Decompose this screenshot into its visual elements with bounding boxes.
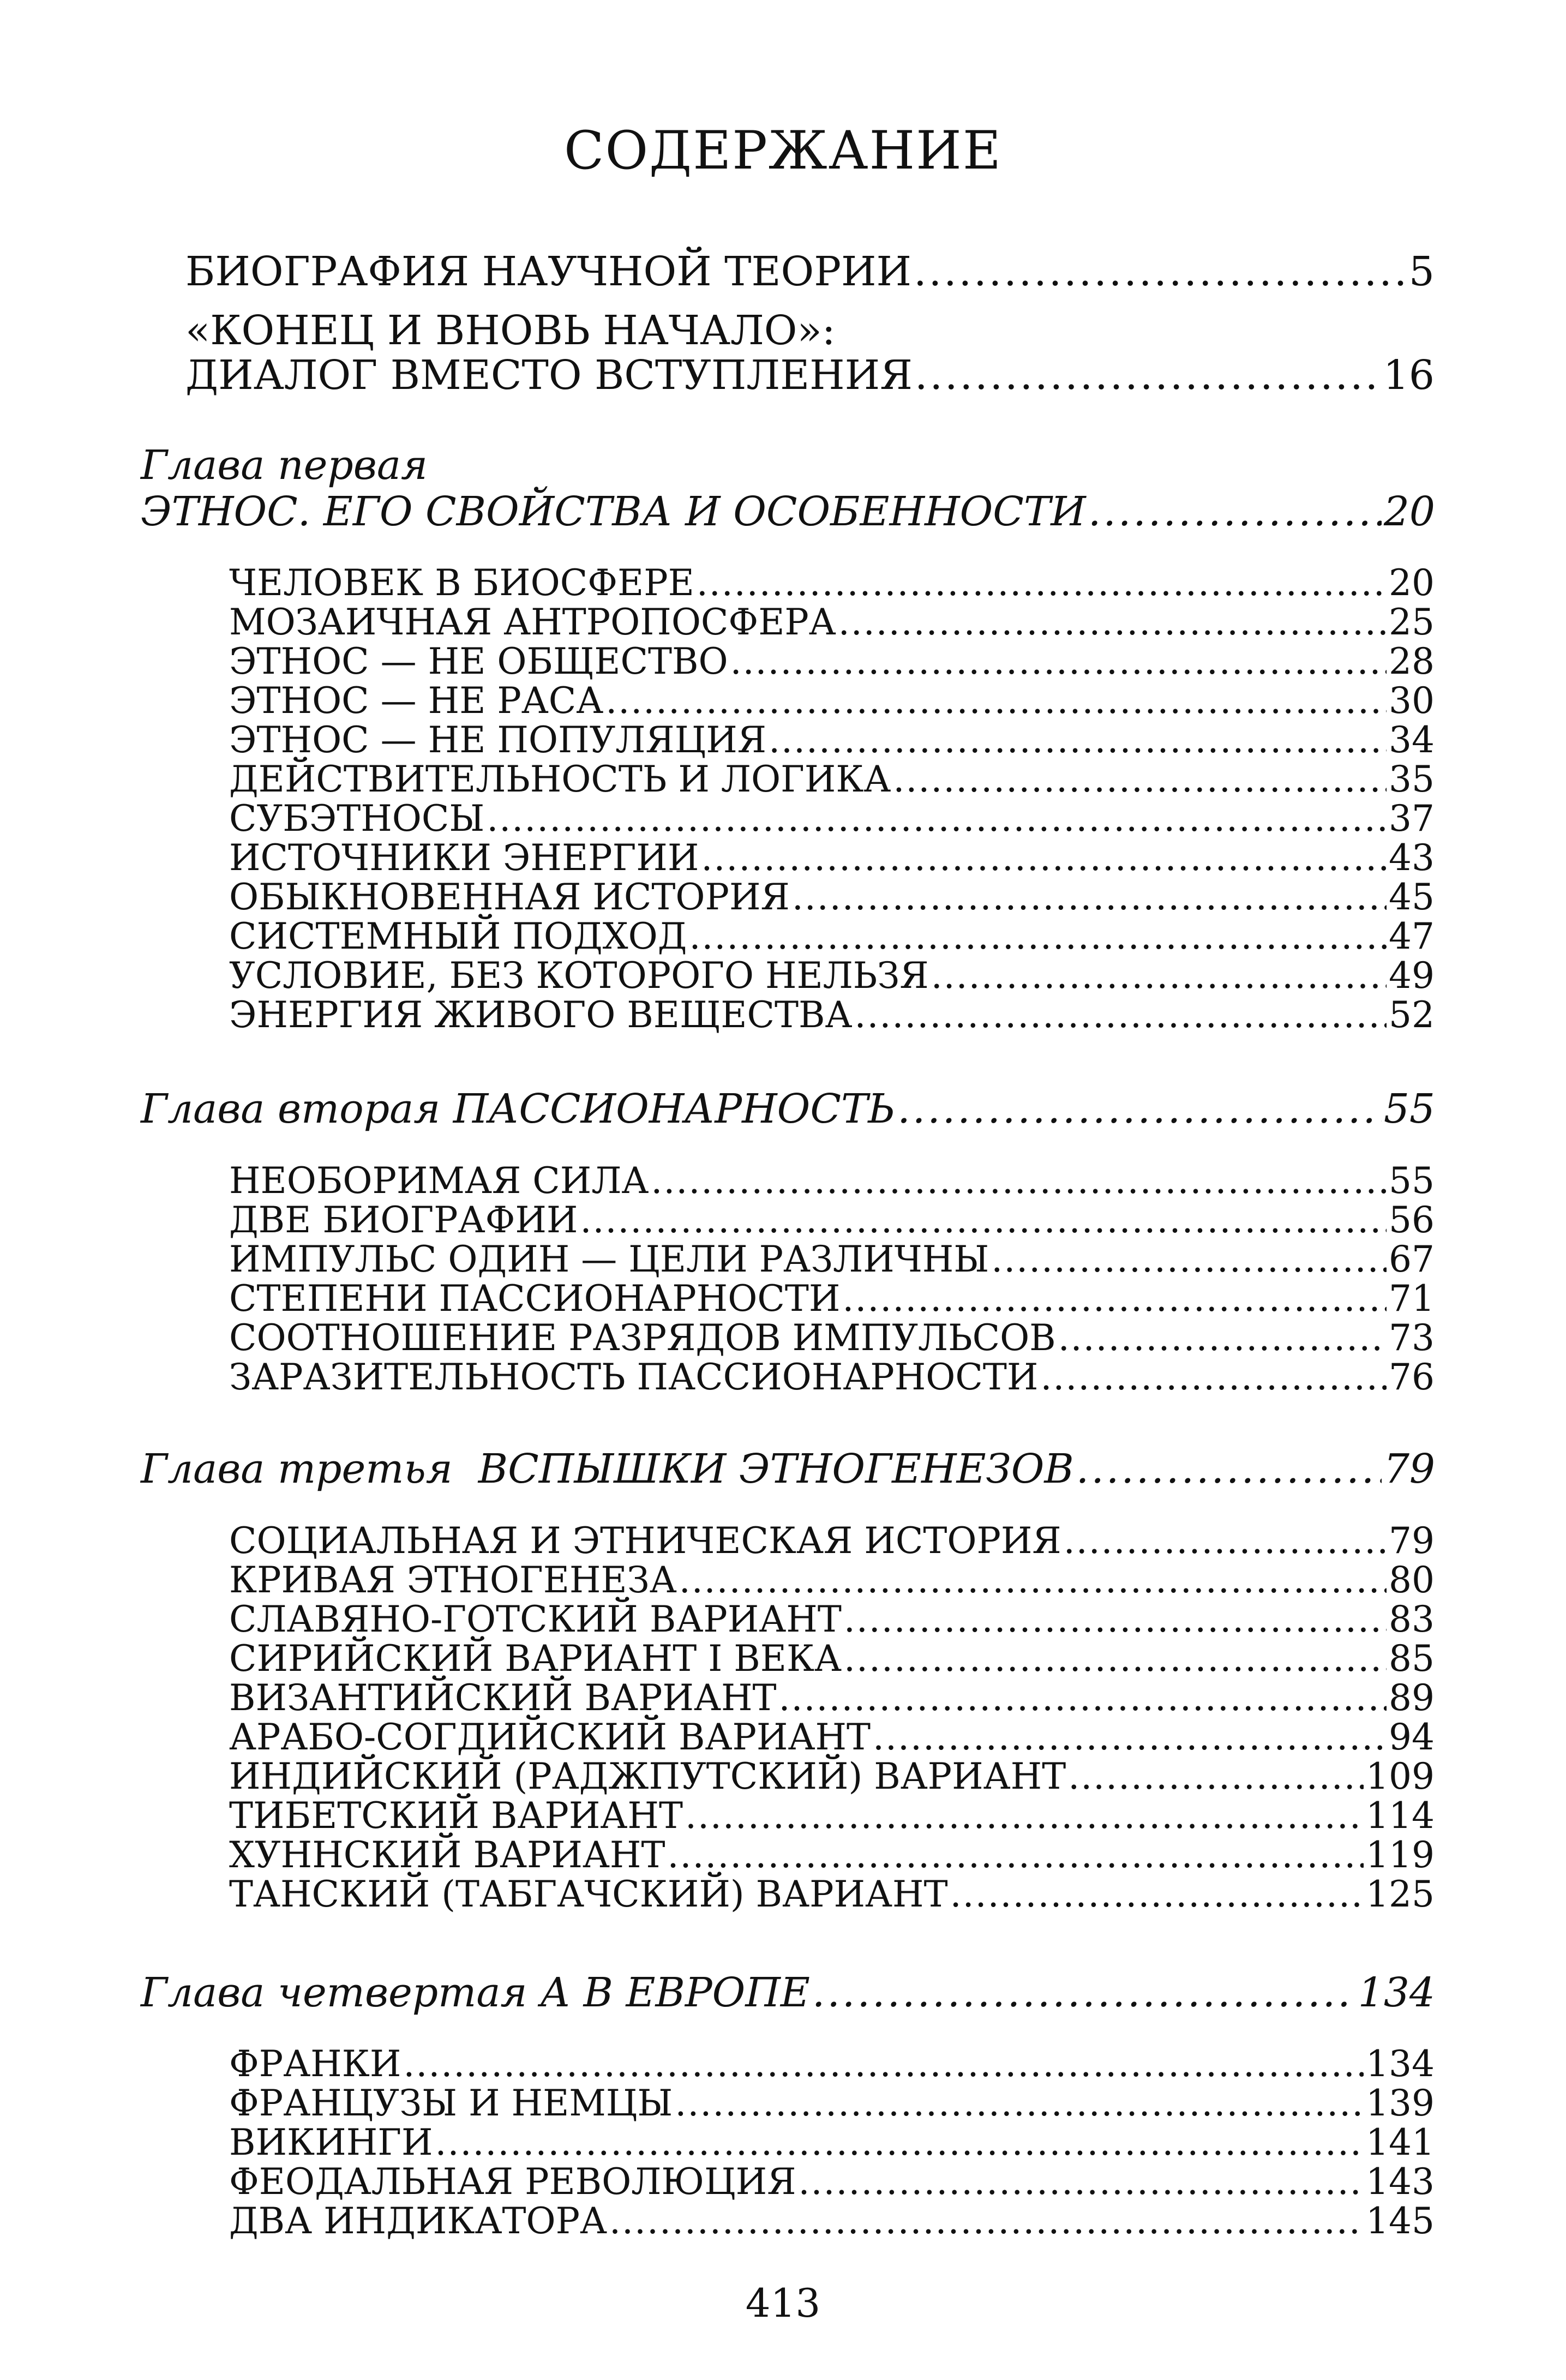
chapter-3-entry[interactable] <box>141 1446 1435 1492</box>
section-title: СИРИЙСКИЙ ВАРИАНТ I ВЕКА <box>229 1638 842 1680</box>
section-page: 37 <box>1389 798 1435 840</box>
section-page: 56 <box>1389 1199 1435 1241</box>
section-title: ЧЕЛОВЕК В БИОСФЕРЕ <box>229 562 694 604</box>
dot-leader <box>487 798 1387 840</box>
section-title: ЭТНОС — НЕ ПОПУЛЯЦИЯ <box>229 719 767 761</box>
section-title: УСЛОВИЕ, БЕЗ КОТОРОГО НЕЛЬЗЯ <box>229 955 929 997</box>
dot-leader <box>799 2161 1364 2203</box>
dot-leader <box>950 1873 1364 1915</box>
section-entry[interactable] <box>229 1559 1435 1601</box>
chapter-page: 79 <box>1383 1446 1435 1492</box>
section-entry[interactable] <box>229 640 1435 682</box>
section-page: 109 <box>1366 1755 1435 1797</box>
section-title: СТЕПЕНИ ПАССИОНАРНОСТИ <box>229 1278 841 1320</box>
section-entry[interactable] <box>229 1317 1435 1359</box>
section-page: 20 <box>1389 562 1435 604</box>
dot-leader <box>792 876 1387 918</box>
toc-entry-dialogue[interactable] <box>185 352 1435 399</box>
dot-leader <box>675 2082 1364 2124</box>
section-entry[interactable] <box>229 1238 1435 1280</box>
section-page: 85 <box>1389 1638 1435 1680</box>
section-page: 47 <box>1389 915 1435 957</box>
section-entry[interactable] <box>229 719 1435 761</box>
dot-leader <box>779 1677 1387 1719</box>
section-title: СОЦИАЛЬНАЯ И ЭТНИЧЕСКАЯ ИСТОРИЯ <box>229 1520 1061 1562</box>
chapter-page: 134 <box>1358 1969 1435 2016</box>
dot-leader <box>1088 488 1382 535</box>
section-title: ИСТОЧНИКИ ЭНЕРГИИ <box>229 837 699 879</box>
section-title: ЭНЕРГИЯ ЖИВОГО ВЕЩЕСТВА <box>229 994 853 1036</box>
section-page: 76 <box>1389 1356 1435 1398</box>
section-page: 52 <box>1389 994 1435 1036</box>
dot-leader <box>1068 1755 1364 1797</box>
chapter-1-caption: Глава первая <box>141 442 428 489</box>
section-page: 71 <box>1389 1278 1435 1320</box>
section-page: 114 <box>1366 1795 1435 1837</box>
dot-leader <box>991 1238 1387 1280</box>
section-entry[interactable] <box>229 2082 1435 2124</box>
section-entry[interactable] <box>229 2161 1435 2203</box>
dot-leader <box>609 2200 1364 2242</box>
section-page: 145 <box>1366 2200 1435 2242</box>
chapter-title: ВСПЫШКИ ЭТНОГЕНЕЗОВ <box>478 1446 1074 1492</box>
dot-leader <box>435 2121 1364 2163</box>
chapter-page: 55 <box>1383 1086 1435 1132</box>
section-entry[interactable] <box>229 1755 1435 1797</box>
section-title: ОБЫКНОВЕННАЯ ИСТОРИЯ <box>229 876 790 918</box>
dot-leader <box>769 719 1387 761</box>
section-title: ДВЕ БИОГРАФИИ <box>229 1199 578 1241</box>
dot-leader <box>1076 1446 1382 1492</box>
section-entry[interactable] <box>229 994 1435 1036</box>
section-entry[interactable] <box>229 955 1435 997</box>
chapter-page: 20 <box>1383 488 1435 535</box>
dot-leader <box>873 1716 1387 1758</box>
dot-leader <box>1040 1356 1387 1398</box>
chapter-2-entry[interactable] <box>141 1086 1435 1132</box>
section-title: ЭТНОС — НЕ ОБЩЕСТВО <box>229 640 728 682</box>
section-entry[interactable] <box>229 1795 1435 1837</box>
dot-leader <box>812 1969 1356 2016</box>
section-title: ВИЗАНТИЙСКИЙ ВАРИАНТ <box>229 1677 777 1719</box>
section-page: 73 <box>1389 1317 1435 1359</box>
dot-leader <box>914 248 1407 295</box>
section-page: 139 <box>1366 2082 1435 2124</box>
section-page: 143 <box>1366 2161 1435 2203</box>
dot-leader <box>854 994 1387 1036</box>
chapter-1-entry[interactable] <box>141 488 1435 535</box>
section-page: 34 <box>1389 719 1435 761</box>
section-page: 89 <box>1389 1677 1435 1719</box>
section-page: 45 <box>1389 876 1435 918</box>
dot-leader <box>580 1199 1387 1241</box>
dot-leader <box>844 1638 1387 1680</box>
section-page: 141 <box>1366 2121 1435 2163</box>
section-title: ЗАРАЗИТЕЛЬНОСТЬ ПАССИОНАРНОСТИ <box>229 1356 1039 1398</box>
section-entry[interactable] <box>229 680 1435 722</box>
dot-leader <box>685 1795 1364 1837</box>
section-entry[interactable] <box>229 1160 1435 1202</box>
section-page: 35 <box>1389 758 1435 800</box>
section-entry[interactable] <box>229 1716 1435 1758</box>
section-entry[interactable] <box>229 1873 1435 1915</box>
dot-leader <box>701 837 1387 879</box>
section-page: 134 <box>1366 2043 1435 2085</box>
section-entry[interactable] <box>229 1598 1435 1640</box>
chapter-title: А В ЕВРОПЕ <box>540 1969 810 2016</box>
dot-leader <box>893 758 1387 800</box>
section-page: 25 <box>1389 601 1435 643</box>
section-title: ДВА ИНДИКАТОРА <box>229 2200 608 2242</box>
section-page: 67 <box>1389 1238 1435 1280</box>
dot-leader <box>842 1278 1387 1320</box>
dot-leader <box>838 601 1387 643</box>
section-title: МОЗАИЧНАЯ АНТРОПОСФЕРА <box>229 601 836 643</box>
section-entry[interactable] <box>229 2043 1435 2085</box>
dot-leader <box>931 955 1387 997</box>
section-title: ФРАНКИ <box>229 2043 401 2085</box>
section-title: АРАБО-СОГДИЙСКИЙ ВАРИАНТ <box>229 1716 871 1758</box>
page-number: 413 <box>745 2280 821 2326</box>
chapter-caption: Глава четвертая <box>141 1969 527 2016</box>
dot-leader <box>1064 1520 1387 1562</box>
dot-leader <box>403 2043 1364 2085</box>
chapter-4-entry[interactable] <box>141 1969 1435 2016</box>
section-page: 83 <box>1389 1598 1435 1640</box>
section-entry[interactable] <box>229 1677 1435 1719</box>
entry-title: БИОГРАФИЯ НАУЧНОЙ ТЕОРИИ <box>185 248 912 295</box>
section-title: НЕОБОРИМАЯ СИЛА <box>229 1160 649 1202</box>
entry-page: 5 <box>1408 248 1435 295</box>
dot-leader <box>844 1598 1387 1640</box>
section-page: 125 <box>1366 1873 1435 1915</box>
section-title: СУБЭТНОСЫ <box>229 798 485 840</box>
section-title: СООТНОШЕНИЕ РАЗРЯДОВ ИМПУЛЬСОВ <box>229 1317 1056 1359</box>
toc-entry-biography[interactable] <box>185 248 1435 295</box>
section-page: 55 <box>1389 1160 1435 1202</box>
section-title: ФЕОДАЛЬНАЯ РЕВОЛЮЦИЯ <box>229 2161 796 2203</box>
section-title: ХУННСКИЙ ВАРИАНТ <box>229 1834 665 1876</box>
section-page: 49 <box>1389 955 1435 997</box>
section-title: ТИБЕТСКИЙ ВАРИАНТ <box>229 1795 683 1837</box>
section-title: СИСТЕМНЫЙ ПОДХОД <box>229 915 687 957</box>
dot-leader <box>1058 1317 1387 1359</box>
section-page: 79 <box>1389 1520 1435 1562</box>
section-entry[interactable] <box>229 1638 1435 1680</box>
section-entry[interactable] <box>229 1199 1435 1241</box>
entry-page: 16 <box>1383 352 1435 399</box>
section-entry[interactable] <box>229 601 1435 643</box>
section-entry[interactable] <box>229 876 1435 918</box>
section-title: ДЕЙСТВИТЕЛЬНОСТЬ И ЛОГИКА <box>229 758 891 800</box>
section-entry[interactable] <box>229 758 1435 800</box>
section-entry[interactable] <box>229 1356 1435 1398</box>
section-entry[interactable] <box>229 915 1435 957</box>
chapter-title: ЭТНОС. ЕГО СВОЙСТВА И ОСОБЕННОСТИ <box>141 488 1086 535</box>
section-title: ФРАНЦУЗЫ И НЕМЦЫ <box>229 2082 673 2124</box>
chapter-caption: Глава вторая <box>141 1086 441 1132</box>
section-page: 94 <box>1389 1716 1435 1758</box>
page-title: СОДЕРЖАНИЕ <box>564 120 1002 181</box>
section-page: 28 <box>1389 640 1435 682</box>
section-page: 43 <box>1389 837 1435 879</box>
dot-leader <box>897 1086 1382 1132</box>
entry-title: ДИАЛОГ ВМЕСТО ВСТУПЛЕНИЯ <box>185 352 913 399</box>
dot-leader <box>679 1559 1387 1601</box>
section-title: ТАНСКИЙ (ТАБГАЧСКИЙ) ВАРИАНТ <box>229 1873 948 1915</box>
dot-leader <box>605 680 1387 722</box>
dot-leader <box>667 1834 1364 1876</box>
section-page: 119 <box>1366 1834 1435 1876</box>
section-title: КРИВАЯ ЭТНОГЕНЕЗА <box>229 1559 677 1601</box>
chapter-caption: Глава третья <box>141 1446 453 1492</box>
section-entry[interactable] <box>229 2200 1435 2242</box>
dot-leader <box>651 1160 1387 1202</box>
section-entry[interactable] <box>229 798 1435 840</box>
dot-leader <box>915 352 1381 399</box>
section-title: ЭТНОС — НЕ РАСА <box>229 680 604 722</box>
section-entry[interactable] <box>229 2121 1435 2163</box>
section-entry[interactable] <box>229 1834 1435 1876</box>
section-entry[interactable] <box>229 562 1435 604</box>
section-title: ИНДИЙСКИЙ (РАДЖПУТСКИЙ) ВАРИАНТ <box>229 1755 1066 1797</box>
section-title: ВИКИНГИ <box>229 2121 433 2163</box>
section-title: ИМПУЛЬС ОДИН — ЦЕЛИ РАЗЛИЧНЫ <box>229 1238 989 1280</box>
chapter-title: ПАССИОНАРНОСТЬ <box>453 1086 896 1132</box>
section-entry[interactable] <box>229 1520 1435 1562</box>
dot-leader <box>689 915 1387 957</box>
section-title: СЛАВЯНО-ГОТСКИЙ ВАРИАНТ <box>229 1598 842 1640</box>
dot-leader <box>730 640 1387 682</box>
section-entry[interactable] <box>229 1278 1435 1320</box>
section-page: 30 <box>1389 680 1435 722</box>
toc-entry-dialogue-line1: «КОНЕЦ И ВНОВЬ НАЧАЛО»: <box>185 307 836 354</box>
section-page: 80 <box>1389 1559 1435 1601</box>
dot-leader <box>697 562 1387 604</box>
section-entry[interactable] <box>229 837 1435 879</box>
